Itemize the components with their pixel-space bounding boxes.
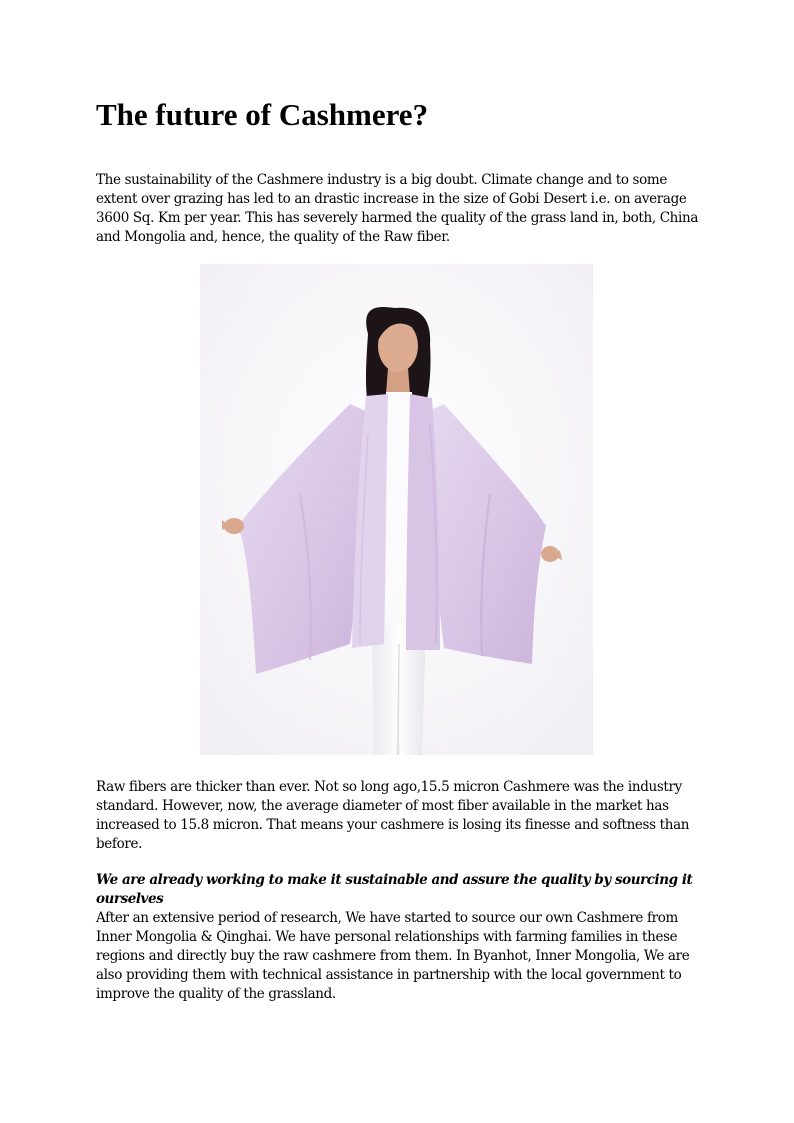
intro-paragraph: The sustainability of the Cashmere industry is a big doubt. Climate change and to some extent over grazing has led to an drastic increase in the size of Gobi Desert i.e. on average 3600 Sq. Km per year. This has severely harmed the quality of the grass land in, both, China and Mongolia and, hence, the quality of the Raw fiber. [96, 172, 699, 245]
fiber-paragraph: Raw fibers are thicker than ever. Not so long ago,15.5 micron Cashmere was the industry standard. However, now, the average diameter of most fiber available in the market has increased to 15.8 micron. That means your cashmere is losing its finesse and softness than before. [96, 779, 690, 852]
sourcing-subheading: We are already working to make it sustainable and assure the quality by sourcing it ourselves [96, 872, 693, 907]
page-title: The future of Cashmere? [96, 97, 429, 132]
sourcing-paragraph: After an extensive period of research, We have started to source our own Cashmere from Inner Mongolia & Qinghai. We have personal relationships with farming families in these regions and directly buy the raw cashmere from them. In Byanhot, Inner Mongolia, We are also providing them with technical assistance in partnership with the local government to improve the quality of the grassland. [96, 910, 690, 1002]
model-wearing-cashmere-shawl-photo [200, 264, 593, 755]
